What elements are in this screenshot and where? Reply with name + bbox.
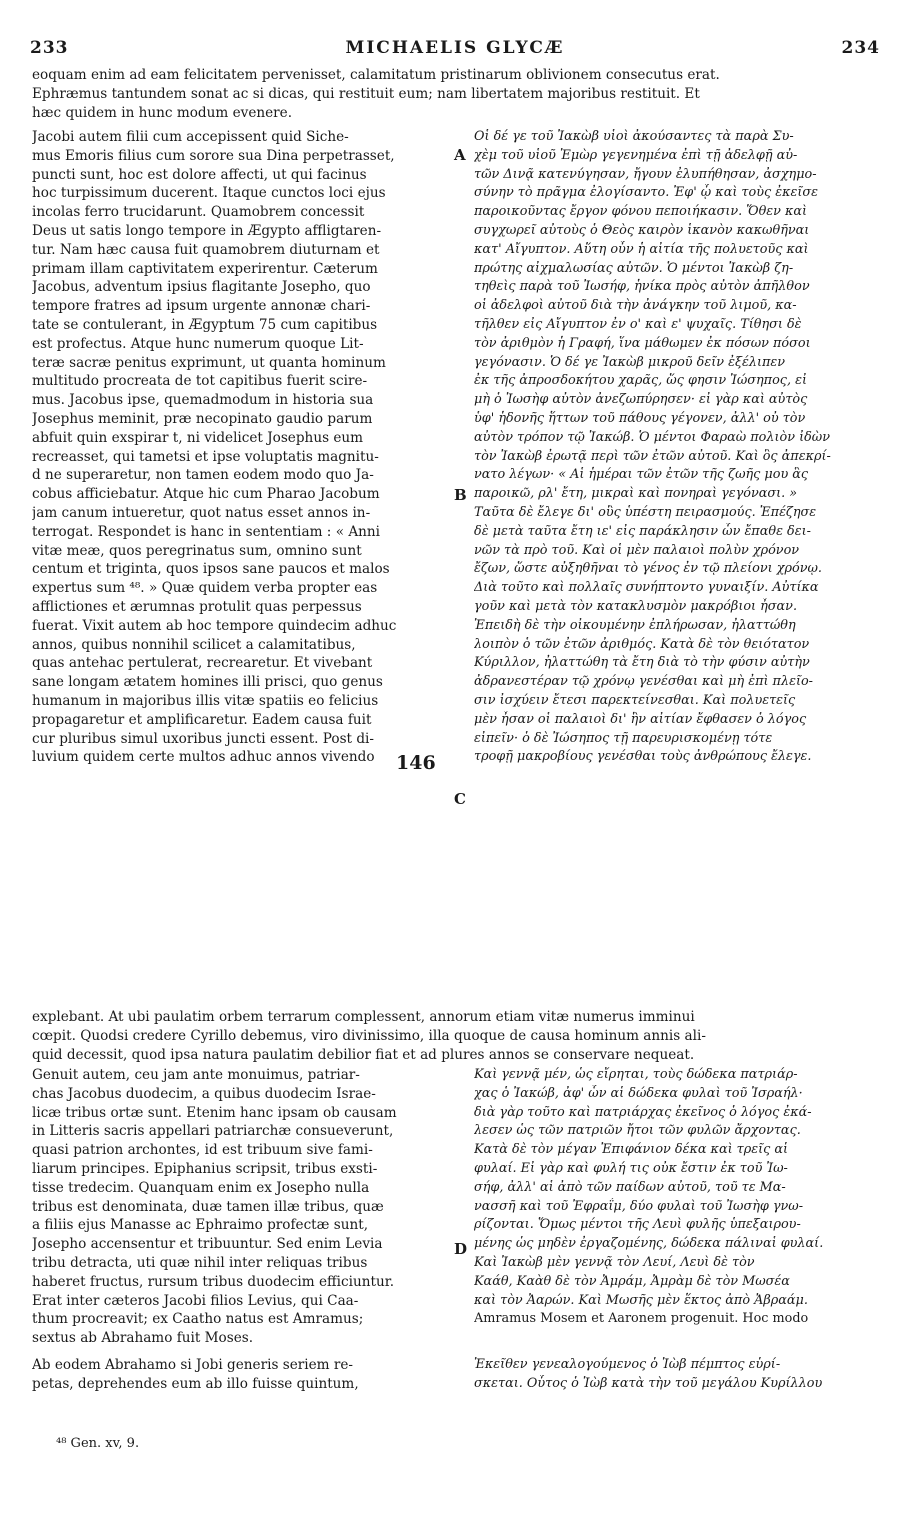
text-line: νῶν τὰ πρὸ τοῦ. Καὶ οἱ μὲν παλαιοὶ πολὺν χρόνον bbox=[474, 542, 800, 558]
text-line: Ephræmus tantundem sonat ac si dicas, qui restituit eum; nam libertatem majoribus restituit. Et bbox=[32, 85, 700, 102]
margin-marker-c: C bbox=[454, 790, 466, 808]
text-line: in Litteris sacris appellari patriarchæ consueverunt, bbox=[32, 1123, 394, 1140]
text-line: παροικῶ, ρλ' ἔτη, μικραὶ καὶ πονηραὶ γεγόνασι. » bbox=[474, 486, 798, 502]
text-line: Ἐκεῖθεν γενεαλογούμενος ὁ Ἰὼβ πέμπτος εὑρί- bbox=[474, 1357, 781, 1372]
text-line: σήφ, ἀλλ' αἱ ἀπὸ τῶν παίδων αὐτοῦ, τοῦ τε Μα- bbox=[474, 1179, 786, 1195]
text-line: quasi patrion archontes, id est tribuum sive fami- bbox=[32, 1142, 373, 1159]
text-line: τῶν Δινᾷ κατενύγησαν, ἤγουν ἐλυπήθησαν, ἀσχημο- bbox=[474, 166, 817, 182]
text-line: tempore fratres ad ipsum urgente annonæ chari- bbox=[32, 298, 371, 315]
text-line: primam illam captivitatem experirentur. Cæterum bbox=[32, 260, 378, 277]
text-line: συγχωρεῖ αὐτοὺς ὁ Θεὸς καιρὸν ἱκανὸν κακωθῆναι bbox=[474, 222, 810, 238]
text-line: tate se contulerant, in Ægyptum 75 cum capitibus bbox=[32, 316, 378, 333]
text-line: σκεται. Οὗτος ὁ Ἰὼβ κατὰ τὴν τοῦ μεγάλου Κυρίλλου bbox=[474, 1375, 823, 1391]
text-line: multitudo procreata de tot capitibus fuerit scire- bbox=[32, 373, 368, 390]
text-line: haberet fructus, rursum tribus duodecim efficiuntur. bbox=[32, 1273, 395, 1290]
text-line: petas, deprehendes eum ab illo fuisse quintum, bbox=[32, 1375, 359, 1392]
text-line: τῆλθεν εἰς Αἴγυπτον ἐν ο' καὶ ε' ψυχαῖς. Τίθησι δὲ bbox=[474, 316, 802, 332]
text-line: ἔζων, ὥστε αὐξηθῆναι τὸ γένος ἐν τῷ πλείονι χρόνῳ. bbox=[474, 561, 822, 577]
text-line: Jacobi autem filii cum accepissent quid Siche- bbox=[32, 129, 349, 145]
text-line: ὑφ' ἡδονῆς ἥττων τοῦ πάθους γέγονεν, ἀλλ' οὐ τὸν bbox=[474, 410, 806, 426]
text-line: cobus afficiebatur. Atque hic cum Pharao Jacobum bbox=[32, 486, 380, 503]
text-line: quas antehac pertulerat, recrearetur. Et vivebant bbox=[32, 655, 373, 672]
margin-marker-b: B bbox=[454, 486, 467, 504]
text-line: puncti sunt, hoc est dolore affecti, ut qui facinus bbox=[32, 166, 367, 183]
text-line: Josephus meminit, præ necopinato gaudio parum bbox=[32, 410, 373, 427]
text-line: ἐκ τῆς ἀπροσδοκήτου χαρᾶς, ὥς φησιν Ἰώσηπος, εἰ bbox=[474, 373, 807, 389]
text-line: μὲν ἦσαν οἱ παλαιοὶ δι' ἣν αἰτίαν ἔφθασεν ὁ λόγος bbox=[474, 711, 807, 727]
text-line: παροικοῦντας ἔργον φόνου πεποιήκασιν. Ὅθεν καὶ bbox=[474, 204, 808, 220]
text-line: est profectus. Atque hunc numerum quoque Lit- bbox=[32, 335, 364, 352]
text-line: propagaretur et amplificaretur. Eadem causa fuit bbox=[32, 711, 372, 728]
text-line: sane longam ætatem homines illi prisci, quo genus bbox=[32, 674, 383, 691]
text-line: tribus est denominata, duæ tamen illæ tribus, quæ bbox=[32, 1198, 384, 1215]
text-line: sextus ab Abrahamo fuit Moses. bbox=[32, 1330, 254, 1347]
text-line: cur pluribus simul uxoribus juncti essent. Post di- bbox=[32, 730, 374, 747]
text-line: vitæ meæ, quos peregrinatus sum, omnino sunt bbox=[32, 542, 362, 559]
text-line: μὴ ὁ Ἰωσὴφ αὐτὸν ἀνεζωπύρησεν· εἰ γὰρ καὶ αὐτὸς bbox=[474, 392, 808, 408]
text-line: hæc quidem in hunc modum evenere. bbox=[32, 104, 293, 121]
text-line: οἱ ἀδελφοὶ αὐτοῦ διὰ τὴν ἀνάγκην τοῦ λιμοῦ, κα- bbox=[474, 298, 797, 314]
text-line: νατο λέγων· « Αἱ ἡμέραι τῶν ἐτῶν τῆς ζωῆς μου ἃς bbox=[474, 467, 809, 483]
text-line: Josepho accensentur et tribuuntur. Sed enim Levia bbox=[32, 1236, 383, 1253]
text-line: χὲμ τοῦ υἱοῦ Ἐμὼρ γεγενημένα ἐπὶ τῇ ἀδελφῇ αὐ- bbox=[474, 147, 798, 163]
text-line: σιν ἰσχύειν ἔτεσι παρεκτείνεσθαι. Καὶ πολυετεῖς bbox=[474, 692, 796, 708]
text-line: σύνην τὸ πρᾶγμα ἐλογίσαντο. Ἐφ' ᾧ καὶ τοὺς ἐκεῖσε bbox=[474, 185, 818, 201]
text-line: humanum in majoribus illis vitæ spatiis eo felicius bbox=[32, 692, 379, 709]
column-number: 146 bbox=[396, 752, 436, 774]
text-line: πρώτης αἰχμαλωσίας αὐτῶν. Ὁ μέντοι Ἰακὼβ ζη- bbox=[474, 260, 794, 276]
latin-column-section-c bbox=[32, 1356, 450, 1394]
text-line: centum et triginta, quos ipsos sane paucos et malos bbox=[32, 561, 390, 578]
text-line: γοῦν καὶ μετὰ τὸν κατακλυσμὸν μακρόβιοι ἦσαν. bbox=[474, 598, 798, 614]
greek-column-section-a bbox=[474, 128, 878, 767]
text-line: chas Jacobus duodecim, a quibus duodecim Israe- bbox=[32, 1085, 376, 1102]
text-line: Ἐπειδὴ δὲ τὴν οἰκουμένην ἐπλήρωσαν, ἠλαττώθη bbox=[474, 617, 796, 633]
text-line: recreasset, qui tametsi et ipse voluptatis magnitu- bbox=[32, 448, 379, 465]
greek-column-section-b bbox=[474, 1066, 878, 1310]
text-line: Deus ut satis longo tempore in Ægypto affligtaren- bbox=[32, 222, 382, 239]
text-line: Amramus Mosem et Aaronem progenuit. Hoc modo bbox=[474, 1311, 809, 1326]
text-line: Καάθ, Καὰθ δὲ τὸν Ἀμράμ, Ἀμρὰμ δὲ τὸν Μωσέα bbox=[474, 1273, 790, 1289]
text-line: χας ὁ Ἰακώβ, ἀφ' ὧν αἱ δώδεκα φυλαὶ τοῦ Ἰσραήλ· bbox=[474, 1085, 803, 1101]
text-line: mus. Jacobus ipse, quemadmodum in historia sua bbox=[32, 392, 374, 409]
footnote: ⁴⁸ Gen. xv, 9. bbox=[56, 1436, 140, 1451]
text-line: διὰ γὰρ τοῦτο καὶ πατριάρχας ἐκεῖνος ὁ λόγος ἐκά- bbox=[474, 1104, 812, 1120]
text-line: d ne superaretur, non tamen eodem modo quo Ja- bbox=[32, 467, 374, 484]
text-line: τροφῇ μακροβίους γενέσθαι τοὺς ἀνθρώπους ἔλεγε. bbox=[474, 749, 812, 765]
text-line: thum procreavit; ex Caatho natus est Amramus; bbox=[32, 1311, 364, 1328]
text-line: Διὰ τοῦτο καὶ πολλαῖς συνήπτοντο γυναιξίν. Αὐτίκα bbox=[474, 580, 819, 596]
text-line: δὲ μετὰ ταῦτα ἔτη ιε' εἰς παράκλησιν ὧν ἔπαθε δει- bbox=[474, 523, 811, 539]
text-line: κατ' Αἴγυπτον. Αὕτη οὖν ἡ αἰτία τῆς πολυετοῦς καὶ bbox=[474, 241, 809, 257]
text-line: terrogat. Respondet is hanc in sententiam : « Anni bbox=[32, 523, 381, 540]
text-line: tur. Nam hæc causa fuit quamobrem diuturnam et bbox=[32, 241, 380, 258]
text-line: fuerat. Vixit autem ab hoc tempore quindecim adhuc bbox=[32, 617, 397, 634]
text-line: jam canum intueretur, quot natus esset annos in- bbox=[32, 504, 371, 521]
inline-latin-tail bbox=[474, 1310, 878, 1329]
text-line: εἰπεῖν· ὁ δὲ Ἰώσηπος τῇ παρευρισκομένῃ τότε bbox=[474, 730, 773, 746]
text-line: καὶ τὸν Ἀαρών. Καὶ Μωσῆς μὲν ἕκτος ἀπὸ Ἀβραάμ. bbox=[474, 1292, 808, 1308]
text-line: tribu detracta, uti quæ nihil inter reliquas tribus bbox=[32, 1254, 368, 1271]
text-line: τὸν Ἰακὼβ ἐρωτᾷ περὶ τῶν ἐτῶν αὐτοῦ. Καὶ ὃς ἀπεκρί- bbox=[474, 448, 831, 464]
text-line: mus Emoris filius cum sorore sua Dina perpetrasset, bbox=[32, 147, 395, 164]
greek-column-section-c bbox=[474, 1356, 878, 1394]
text-line: a filiis ejus Manasse ac Ephraimo profectæ sunt, bbox=[32, 1217, 369, 1234]
latin-column-section-a bbox=[32, 128, 450, 767]
margin-marker-a: A bbox=[454, 146, 466, 164]
middle-full-width-text bbox=[32, 1008, 878, 1064]
margin-marker-d: D bbox=[454, 1240, 468, 1258]
text-line: Κύριλλον, ἠλαττώθη τὰ ἔτη διὰ τὸ τὴν φύσιν αὐτὴν bbox=[474, 655, 810, 671]
text-line: annos, quibus nonnihil scilicet a calamitatibus, bbox=[32, 636, 356, 653]
text-line: αὐτὸν τρόπον τῷ Ἰακώβ. Ὁ μέντοι Φαραὼ πολιὸν ἰδὼν bbox=[474, 429, 831, 445]
text-line: Erat inter cæteros Jacobi filios Levius, qui Caa- bbox=[32, 1292, 359, 1309]
text-line: Genuit autem, ceu jam ante monuimus, patriar- bbox=[32, 1067, 360, 1083]
text-line: tisse tredecim. Quanquam enim ex Josepho nulla bbox=[32, 1179, 370, 1196]
text-line: eoquam enim ad eam felicitatem pervenisset, calamitatum pristinarum oblivionem consecutus erat. bbox=[32, 67, 720, 83]
text-line: λεσεν ὡς τῶν πατριῶν ἤτοι τῶν φυλῶν ἄρχοντας. bbox=[474, 1123, 801, 1139]
text-line: ἀδρανεστέραν τῷ χρόνῳ γενέσθαι καὶ μὴ ἐπὶ πλεῖο- bbox=[474, 674, 813, 690]
page-number-right: 234 bbox=[841, 38, 880, 58]
running-title: MICHAELIS GLYCÆ bbox=[345, 38, 565, 58]
text-line: ρίζονται. Ὅμως μέντοι τῆς Λευὶ φυλῆς ὑπεξαιρου- bbox=[474, 1217, 801, 1233]
text-line: μένης ὡς μηδὲν ἐργαζομένης, δώδεκα πάλιναἱ φυλαί. bbox=[474, 1236, 824, 1252]
text-line: Ab eodem Abrahamo si Jobi generis seriem re- bbox=[32, 1357, 353, 1373]
latin-column-section-b bbox=[32, 1066, 450, 1348]
text-line: γεγόνασιν. Ὁ δέ γε Ἰακὼβ μικροῦ δεῖν ἐξέλιπεν bbox=[474, 354, 786, 370]
text-line: abfuit quin exspirar t, ni videlicet Josephus eum bbox=[32, 429, 364, 446]
text-line: licæ tribus ortæ sunt. Etenim hanc ipsam ob causam bbox=[32, 1104, 397, 1121]
text-line: cœpit. Quodsi credere Cyrillo debemus, viro divinissimo, illa quoque de causa hominum annis ali- bbox=[32, 1027, 706, 1044]
text-line: λοιπὸν ὁ τῶν ἐτῶν ἀριθμός. Κατὰ δὲ τὸν θειότατον bbox=[474, 636, 810, 652]
text-line: τὸν ἀριθμὸν ἡ Γραφή, ἵνα μάθωμεν ἐκ πόσων πόσοι bbox=[474, 335, 811, 351]
text-line: incolas ferro trucidarunt. Quamobrem concessit bbox=[32, 204, 365, 221]
text-line: expertus sum ⁴⁸. » Quæ quidem verba propter eas bbox=[32, 580, 378, 597]
text-line: afflictiones et ærumnas protulit quas perpessus bbox=[32, 598, 362, 615]
text-line: Καὶ Ἰακὼβ μὲν γεννᾷ τὸν Λευί, Λευὶ δὲ τὸν bbox=[474, 1254, 755, 1270]
text-line: teræ sacræ penitus exprimunt, ut quanta hominum bbox=[32, 354, 386, 371]
text-line: hoc turpissimum ducerent. Itaque cunctos loci ejus bbox=[32, 185, 386, 202]
text-line: luvium quidem certe multos adhuc annos vivendo bbox=[32, 749, 375, 766]
text-line: νασσῆ καὶ τοῦ Ἐφραΐμ, δύο φυλαὶ τοῦ Ἰωσὴφ γνω- bbox=[474, 1198, 804, 1214]
text-line: quid decessit, quod ipsa natura paulatim debilior fiat et ad plures annos se conservare nequeat. bbox=[32, 1046, 695, 1063]
top-full-width-text bbox=[32, 66, 878, 122]
text-line: Ταῦτα δὲ ἔλεγε δι' οὓς ὑπέστη πειρασμούς. Ἐπέζησε bbox=[474, 504, 817, 520]
text-line: φυλαί. Εἰ γὰρ καὶ φυλή τις οὐκ ἔστιν ἐκ τοῦ Ἰω- bbox=[474, 1160, 788, 1176]
page-number-left: 233 bbox=[30, 38, 69, 58]
text-line: Jacobus, adventum ipsius flagitante Josepho, quo bbox=[32, 279, 371, 296]
text-line: Κατὰ δὲ τὸν μέγαν Ἐπιφάνιον δέκα καὶ τρεῖς αἱ bbox=[474, 1142, 789, 1158]
running-header bbox=[30, 38, 880, 62]
text-line: explebant. At ubi paulatim orbem terrarum complessent, annorum etiam vitæ numerus imminui bbox=[32, 1009, 695, 1025]
text-line: Καὶ γεννᾷ μέν, ὡς εἴρηται, τοὺς δώδεκα πατριάρ- bbox=[474, 1067, 798, 1082]
text-line: Οἱ δέ γε τοῦ Ἰακὼβ υἱοὶ ἀκούσαντες τὰ παρὰ Συ- bbox=[474, 129, 794, 144]
text-line: τηθεὶς παρὰ τοῦ Ἰωσήφ, ἡνίκα πρὸς αὐτὸν ἀπῆλθον bbox=[474, 279, 810, 295]
text-line: liarum principes. Epiphanius scripsit, tribus exsti- bbox=[32, 1160, 378, 1177]
